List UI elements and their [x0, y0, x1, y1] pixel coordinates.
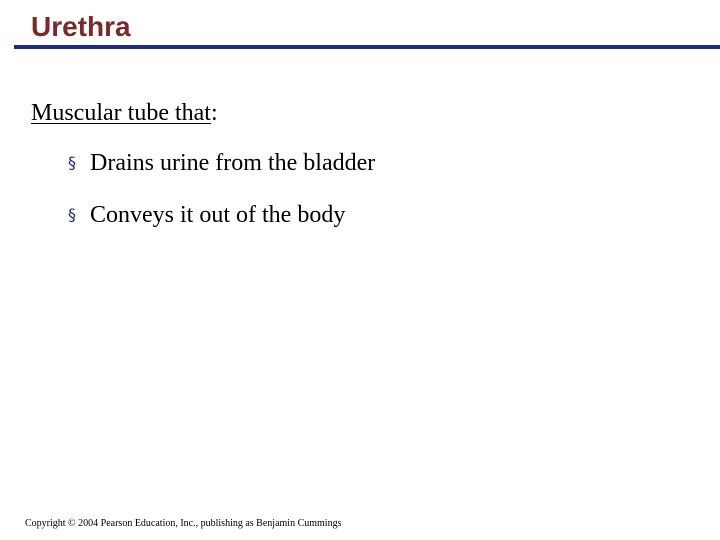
bullet-marker-icon: §	[68, 205, 76, 224]
bullet-text: Conveys it out of the body	[90, 202, 346, 228]
intro-text: Muscular tube that	[31, 100, 211, 126]
slide-title: Urethra	[31, 11, 131, 42]
copyright-footer: Copyright © 2004 Pearson Education, Inc., publishing as Benjamin Cummings	[25, 518, 342, 529]
intro-line	[31, 98, 218, 128]
bullet-text: Drains urine from the bladder	[90, 150, 376, 176]
bullet-marker-icon: §	[68, 153, 76, 172]
intro-colon: :	[210, 100, 218, 126]
title-underline-rule	[14, 45, 720, 49]
